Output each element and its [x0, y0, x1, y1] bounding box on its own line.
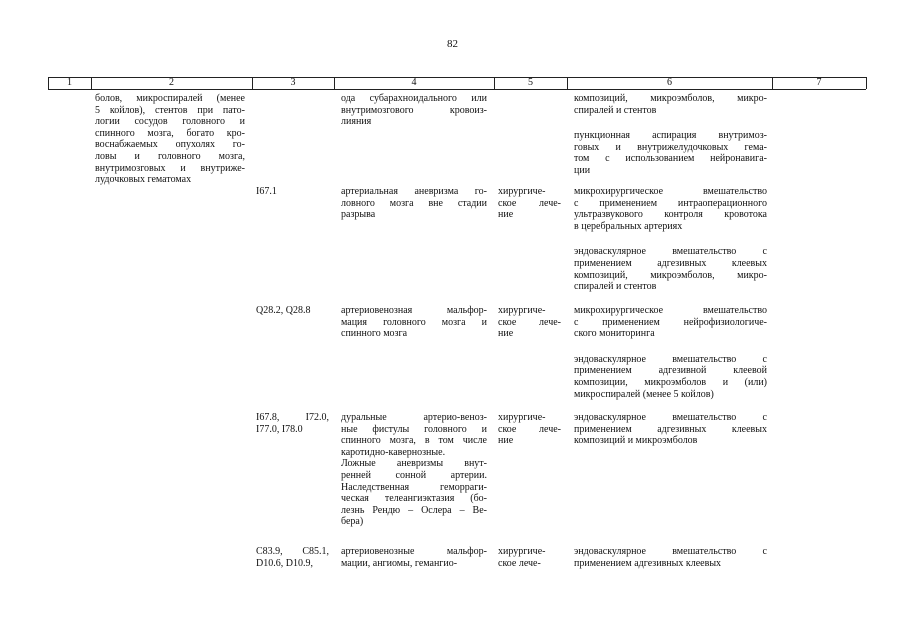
treatment-type-line: ское лече-: [498, 316, 561, 328]
disease-model-line: ческая телеангиэктазия (бо-: [341, 493, 487, 505]
treatment-method-line: том с использованием нейронавига-: [574, 153, 767, 165]
treatment-method-line: микрохирургическое вмешательство: [574, 186, 767, 197]
treatment-type: [498, 305, 561, 340]
disease-model-line: дуральные артерио-веноз-: [341, 412, 487, 423]
treatment-method-line: пункционная аспирация внутримоз-: [574, 130, 767, 142]
disease-model-line: ренней сонной артерии.: [341, 469, 487, 481]
treatment-method-line: спиралей и стентов: [574, 281, 657, 293]
treatment-method-line: применением адгезивной клеевой: [574, 365, 767, 377]
mkb-codes-line: I67.8, I72.0,: [256, 412, 329, 423]
disease-model-line: Ложные аневризмы внут-: [341, 458, 487, 470]
header-bottom-rule: [48, 89, 866, 90]
treatment-method-line: ции: [574, 164, 591, 176]
disease-model-line: лезнь Рендю – Ослера – Ве-: [341, 504, 487, 516]
treatment-method: [574, 130, 767, 176]
treatment-method: [574, 412, 767, 447]
treatment-type-line: хирургиче-: [498, 412, 546, 423]
disease-model: [341, 546, 487, 569]
disease-model-line: лияния: [341, 116, 372, 128]
header-col-6: 6: [667, 77, 672, 88]
treatment-method-line: композиций и микроэмболов: [574, 435, 698, 447]
disease-model-line: разрыва: [341, 209, 376, 221]
treatment-type-line: ние: [498, 435, 514, 447]
mkb-codes-line: I77.0, I78.0: [256, 423, 303, 435]
treatment-method-line: композиций, микроэмболов, микро-: [574, 93, 767, 104]
disease-model: [341, 412, 487, 528]
header-col-4: 4: [411, 77, 417, 88]
disease-model-line: внутримозгового кровоиз-: [341, 104, 487, 116]
mkb-codes-line: C83.9, C85.1,: [256, 546, 329, 557]
procedure-description-line: спинного мозга, богато кро-: [95, 127, 245, 139]
disease-model: [341, 186, 487, 221]
disease-model-line: бера): [341, 516, 364, 528]
mkb-codes: [256, 186, 329, 198]
treatment-type-line: ское лече-: [498, 197, 561, 209]
treatment-method-line: ультразвукового контроля кровотока: [574, 209, 767, 221]
treatment-type: [498, 186, 561, 221]
header-col-1: 1: [67, 77, 72, 88]
treatment-method: [574, 93, 767, 116]
treatment-method: [574, 246, 767, 292]
treatment-type-line: ское лече-: [498, 557, 541, 569]
header-col-3: 3: [290, 77, 296, 88]
mkb-codes: [256, 412, 329, 435]
treatment-method-line: в церебральных артериях: [574, 220, 683, 232]
treatment-method-line: микроспиралей (менее 5 койлов): [574, 388, 714, 400]
header-col-7: 7: [816, 77, 822, 88]
disease-model-line: артериовенозная мальфор-: [341, 305, 487, 316]
treatment-type: [498, 412, 561, 447]
procedure-description: [95, 93, 245, 186]
treatment-method-line: композиции, микроэмболов и (или): [574, 376, 767, 388]
disease-model-line: артериовенозные мальфор-: [341, 546, 487, 557]
header-divider: [866, 77, 867, 89]
treatment-type-line: ние: [498, 209, 514, 221]
disease-model-line: спинного мозга, в том числе: [341, 435, 487, 447]
disease-model-line: ода субарахноидального или: [341, 93, 487, 104]
procedure-description-line: ловы и головного мозга,: [95, 150, 245, 162]
treatment-type: [498, 546, 561, 569]
disease-model-line: ные фистулы головного и: [341, 423, 487, 435]
treatment-method: [574, 186, 767, 232]
disease-model-line: мации, ангиомы, гемангио-: [341, 557, 458, 569]
disease-model-line: артериальная аневризма го-: [341, 186, 487, 197]
header-col-2: 2: [169, 77, 174, 88]
procedure-description-line: воснабжаемых опухолях го-: [95, 139, 245, 151]
procedure-description-line: 5 койлов), стентов при пато-: [95, 104, 245, 116]
treatment-type-line: хирургиче-: [498, 546, 546, 557]
treatment-method: [574, 546, 767, 569]
treatment-method-line: эндоваскулярное вмешательство с: [574, 546, 767, 557]
disease-model-line: спинного мозга: [341, 328, 408, 340]
header-col-5: 5: [528, 77, 533, 88]
treatment-method-line: композиций, микроэмболов, микро-: [574, 269, 767, 281]
treatment-method-line: применением адгезивных клеевых: [574, 423, 767, 435]
procedure-description-line: внутримозговых и внутриже-: [95, 162, 245, 174]
treatment-method-line: говых и внутрижелудочковых гема-: [574, 141, 767, 153]
treatment-method: [574, 354, 767, 400]
treatment-method-line: применением адгезивных клеевых: [574, 257, 767, 269]
disease-model-line: ловного мозга вне стадии: [341, 197, 487, 209]
disease-model-line: каротидно-кавернозные.: [341, 446, 446, 458]
disease-model-line: мация головного мозга и: [341, 316, 487, 328]
treatment-type-line: хирургиче-: [498, 186, 546, 197]
treatment-method-line: спиралей и стентов: [574, 104, 657, 116]
mkb-codes-line: D10.6, D10.9,: [256, 557, 313, 569]
mkb-codes-line: Q28.2, Q28.8: [256, 305, 311, 316]
treatment-type-line: ское лече-: [498, 423, 561, 435]
procedure-description-line: логии сосудов головного и: [95, 116, 245, 128]
treatment-method-line: применением адгезивных клеевых: [574, 557, 722, 569]
treatment-method-line: эндоваскулярное вмешательство с: [574, 353, 767, 365]
disease-model-line: Наследственная геморраги-: [341, 481, 487, 493]
treatment-method-line: с применением интраоперационного: [574, 197, 767, 209]
procedure-description-line: лудочковых гематомах: [95, 174, 192, 186]
mkb-codes: [256, 305, 329, 317]
treatment-method-line: ского мониторинга: [574, 328, 655, 340]
treatment-method-line: эндоваскулярное вмешательство с: [574, 246, 767, 258]
treatment-type-line: хирургиче-: [498, 305, 546, 316]
treatment-method-line: микрохирургическое вмешательство: [574, 305, 767, 316]
treatment-type-line: ние: [498, 328, 514, 340]
treatment-method-line: с применением нейрофизиологиче-: [574, 316, 767, 328]
disease-model: [341, 93, 487, 128]
mkb-codes-line: I67.1: [256, 186, 277, 197]
treatment-method: [574, 305, 767, 340]
treatment-method-line: эндоваскулярное вмешательство с: [574, 412, 767, 423]
procedure-description-line: болов, микроспиралей (менее: [95, 93, 245, 104]
page-number: 82: [447, 38, 458, 50]
mkb-codes: [256, 546, 329, 569]
disease-model: [341, 305, 487, 340]
